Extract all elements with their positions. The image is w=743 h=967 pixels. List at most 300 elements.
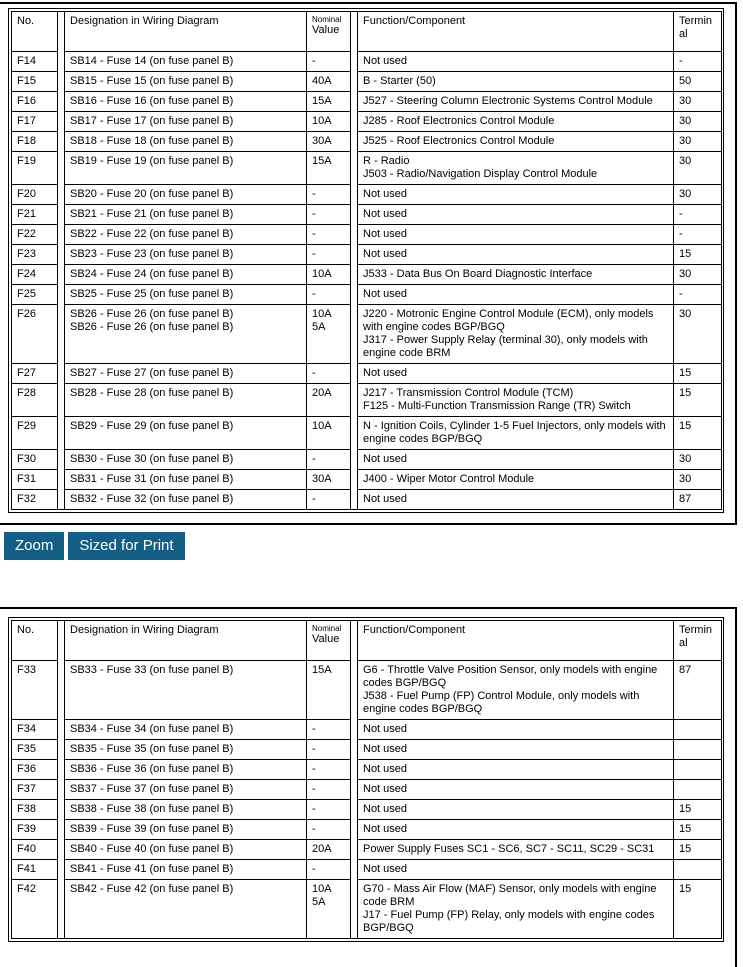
cell-designation [65, 132, 307, 152]
cell-text-line: SB26 - Fuse 26 (on fuse panel B) [70, 321, 234, 333]
cell-text-line: 10A [312, 883, 332, 895]
cell-nominal-value [307, 132, 351, 152]
cell-terminal: 87 [674, 661, 722, 720]
col-header-function: Function/Component [358, 621, 674, 661]
cell-text-line: - [312, 228, 316, 240]
column-divider [351, 880, 358, 939]
column-divider [351, 245, 358, 265]
cell-fuse-no: F34 [12, 720, 58, 740]
column-divider [351, 305, 358, 364]
column-divider [58, 12, 65, 52]
cell-terminal: 15 [674, 417, 722, 450]
cell-text-line: J527 - Steering Column Electronic Systems Control Module [363, 95, 653, 107]
cell-text-line: J533 - Data Bus On Board Diagnostic Interface [363, 268, 593, 280]
column-divider [58, 265, 65, 285]
cell-nominal-value [307, 112, 351, 132]
cell-nominal-value [307, 205, 351, 225]
cell-terminal: 30 [674, 470, 722, 490]
cell-text-line: J220 - Motronic Engine Control Module (ECM), only models with engine codes BGP/BGQ [363, 308, 654, 333]
column-divider [58, 740, 65, 760]
cell-designation [65, 364, 307, 384]
table-row [12, 417, 722, 450]
cell-terminal: 50 [674, 72, 722, 92]
cell-designation [65, 880, 307, 939]
cell-terminal: 15 [674, 880, 722, 939]
cell-function [358, 384, 674, 417]
column-divider [58, 205, 65, 225]
column-divider [351, 490, 358, 510]
column-divider [58, 661, 65, 720]
cell-text-line: - [312, 188, 316, 200]
header-row [12, 621, 722, 661]
cell-nominal-value [307, 780, 351, 800]
cell-text-line: - [312, 288, 316, 300]
cell-text-line: SB19 - Fuse 19 (on fuse panel B) [70, 155, 234, 167]
cell-text-line: SB25 - Fuse 25 (on fuse panel B) [70, 288, 234, 300]
cell-text-line: Power Supply Fuses SC1 - SC6, SC7 - SC11, SC29 - SC31 [363, 843, 655, 855]
cell-text-line: SB21 - Fuse 21 (on fuse panel B) [70, 208, 234, 220]
cell-text-line: - [312, 723, 316, 735]
fuse-table-frame-1 [8, 8, 724, 513]
column-divider [58, 490, 65, 510]
cell-text-line: 5A [312, 321, 326, 333]
column-divider [58, 450, 65, 470]
cell-text-line: 5A [312, 896, 326, 908]
col-header-no: No. [12, 621, 58, 661]
cell-nominal-value [307, 760, 351, 780]
cell-designation [65, 780, 307, 800]
cell-function [358, 225, 674, 245]
column-divider [351, 840, 358, 860]
cell-function [358, 800, 674, 820]
cell-text-line: SB31 - Fuse 31 (on fuse panel B) [70, 473, 234, 485]
cell-text-line: 40A [312, 75, 332, 87]
cell-text-line: J317 - Power Supply Relay (terminal 30), only models with engine code BRM [363, 334, 648, 359]
table-row [12, 72, 722, 92]
cell-fuse-no: F21 [12, 205, 58, 225]
cell-text-line: Not used [363, 723, 408, 735]
cell-designation [65, 490, 307, 510]
cell-fuse-no: F18 [12, 132, 58, 152]
cell-fuse-no: F25 [12, 285, 58, 305]
column-divider [58, 132, 65, 152]
cell-function [358, 840, 674, 860]
cell-terminal: - [674, 285, 722, 305]
column-divider [351, 661, 358, 720]
column-divider [58, 285, 65, 305]
cell-terminal: 15 [674, 800, 722, 820]
cell-terminal: 15 [674, 840, 722, 860]
cell-text-line: 10A [312, 308, 332, 320]
table-row [12, 880, 722, 939]
cell-text-line: 20A [312, 843, 332, 855]
cell-text-line: 20A [312, 387, 332, 399]
cell-fuse-no: F24 [12, 265, 58, 285]
cell-text-line: - [312, 208, 316, 220]
cell-text-line: SB35 - Fuse 35 (on fuse panel B) [70, 743, 234, 755]
value-label: Value [312, 633, 340, 645]
cell-function [358, 112, 674, 132]
cell-text-line: J285 - Roof Electronics Control Module [363, 115, 555, 127]
column-divider [58, 92, 65, 112]
cell-text-line: - [312, 823, 316, 835]
cell-fuse-no: F30 [12, 450, 58, 470]
cell-designation [65, 265, 307, 285]
table-row [12, 450, 722, 470]
cell-text-line: SB26 - Fuse 26 (on fuse panel B) [70, 308, 234, 320]
cell-designation [65, 800, 307, 820]
cell-text-line: 10A [312, 268, 332, 280]
header-row [12, 12, 722, 52]
table-row [12, 470, 722, 490]
table-row [12, 265, 722, 285]
column-divider [58, 152, 65, 185]
cell-terminal: 30 [674, 132, 722, 152]
cell-text-line: N - Ignition Coils, Cylinder 1-5 Fuel Injectors, only models with engine codes BGP/BGQ [363, 420, 666, 445]
cell-text-line: SB14 - Fuse 14 (on fuse panel B) [70, 55, 234, 67]
cell-designation [65, 661, 307, 720]
cell-designation [65, 52, 307, 72]
cell-nominal-value [307, 72, 351, 92]
table-row [12, 780, 722, 800]
cell-fuse-no: F39 [12, 820, 58, 840]
cell-nominal-value [307, 840, 351, 860]
column-divider [58, 72, 65, 92]
manual-viewer-page [0, 2, 743, 939]
column-divider [58, 305, 65, 364]
cell-nominal-value [307, 417, 351, 450]
col-header-designation: Designation in Wiring Diagram [65, 621, 307, 661]
cell-text-line: SB36 - Fuse 36 (on fuse panel B) [70, 763, 234, 775]
cell-text-line: Not used [363, 763, 408, 775]
column-divider [58, 384, 65, 417]
cell-text-line: SB27 - Fuse 27 (on fuse panel B) [70, 367, 234, 379]
cell-text-line: SB38 - Fuse 38 (on fuse panel B) [70, 803, 234, 815]
cell-text-line: J525 - Roof Electronics Control Module [363, 135, 555, 147]
table-row [12, 112, 722, 132]
cell-function [358, 880, 674, 939]
column-divider [351, 470, 358, 490]
table-row [12, 820, 722, 840]
cell-designation [65, 384, 307, 417]
cell-terminal [674, 760, 722, 780]
column-divider [351, 780, 358, 800]
cell-function [358, 820, 674, 840]
cell-designation [65, 305, 307, 364]
cell-function [358, 490, 674, 510]
cell-nominal-value [307, 800, 351, 820]
cell-text-line: 30A [312, 135, 332, 147]
cell-text-line: 15A [312, 155, 332, 167]
table-row [12, 52, 722, 72]
cell-terminal: 30 [674, 450, 722, 470]
column-divider [58, 860, 65, 880]
cell-designation [65, 840, 307, 860]
cell-text-line: B - Starter (50) [363, 75, 436, 87]
column-divider [58, 364, 65, 384]
cell-text-line: J217 - Transmission Control Module (TCM) [363, 387, 574, 399]
cell-text-line: SB16 - Fuse 16 (on fuse panel B) [70, 95, 234, 107]
cell-text-line: SB33 - Fuse 33 (on fuse panel B) [70, 664, 234, 676]
table-row [12, 490, 722, 510]
cell-nominal-value [307, 490, 351, 510]
column-divider [351, 860, 358, 880]
column-divider [351, 384, 358, 417]
cell-terminal: - [674, 225, 722, 245]
column-divider [351, 205, 358, 225]
cell-terminal: 15 [674, 364, 722, 384]
column-divider [351, 450, 358, 470]
cell-text-line: SB22 - Fuse 22 (on fuse panel B) [70, 228, 234, 240]
table-row [12, 740, 722, 760]
cell-function [358, 760, 674, 780]
cell-text-line: R - Radio [363, 155, 410, 167]
cell-designation [65, 470, 307, 490]
column-divider [58, 621, 65, 661]
column-divider [351, 364, 358, 384]
cell-designation [65, 112, 307, 132]
cell-function [358, 450, 674, 470]
column-divider [351, 760, 358, 780]
table-row [12, 720, 722, 740]
cell-text-line: SB29 - Fuse 29 (on fuse panel B) [70, 420, 234, 432]
column-divider [351, 720, 358, 740]
cell-designation [65, 740, 307, 760]
cell-terminal: 15 [674, 384, 722, 417]
cell-nominal-value [307, 52, 351, 72]
cell-text-line: J400 - Wiper Motor Control Module [363, 473, 535, 485]
cell-fuse-no: F33 [12, 661, 58, 720]
cell-terminal: 15 [674, 820, 722, 840]
column-divider [351, 820, 358, 840]
cell-text-line: G70 - Mass Air Flow (MAF) Sensor, only models with engine code BRM [363, 883, 657, 908]
cell-function [358, 285, 674, 305]
cell-nominal-value [307, 364, 351, 384]
cell-text-line: SB34 - Fuse 34 (on fuse panel B) [70, 723, 234, 735]
table-row [12, 285, 722, 305]
cell-terminal: 15 [674, 245, 722, 265]
fuse-table-f33-f42 [11, 620, 722, 939]
cell-nominal-value [307, 185, 351, 205]
table-row [12, 152, 722, 185]
cell-terminal: - [674, 52, 722, 72]
cell-terminal: 30 [674, 305, 722, 364]
cell-text-line: Not used [363, 453, 408, 465]
column-divider [58, 112, 65, 132]
cell-text-line: Not used [363, 863, 408, 875]
cell-function [358, 720, 674, 740]
cell-text-line: Not used [363, 743, 408, 755]
cell-designation [65, 285, 307, 305]
cell-terminal: 30 [674, 92, 722, 112]
column-divider [58, 720, 65, 740]
table-row [12, 185, 722, 205]
cell-nominal-value [307, 152, 351, 185]
cell-text-line: - [312, 367, 316, 379]
cell-fuse-no: F27 [12, 364, 58, 384]
fuse-table-frame-2 [8, 617, 724, 942]
cell-function [358, 92, 674, 112]
cell-function [358, 780, 674, 800]
cell-function [358, 417, 674, 450]
cell-designation [65, 820, 307, 840]
column-divider [58, 760, 65, 780]
cell-text-line: SB30 - Fuse 30 (on fuse panel B) [70, 453, 234, 465]
cell-nominal-value [307, 245, 351, 265]
column-divider [351, 621, 358, 661]
cell-fuse-no: F23 [12, 245, 58, 265]
cell-function [358, 470, 674, 490]
cell-function [358, 132, 674, 152]
table-row [12, 245, 722, 265]
cell-nominal-value [307, 880, 351, 939]
cell-text-line: Not used [363, 367, 408, 379]
cell-nominal-value [307, 285, 351, 305]
cell-text-line: G6 - Throttle Valve Position Sensor, only models with engine codes BGP/BGQ [363, 664, 658, 689]
cell-text-line: 10A [312, 420, 332, 432]
cell-fuse-no: F37 [12, 780, 58, 800]
cell-terminal: 30 [674, 185, 722, 205]
cell-function [358, 661, 674, 720]
column-divider [351, 92, 358, 112]
cell-nominal-value [307, 740, 351, 760]
sized-for-print-button[interactable]: Sized for Print [68, 532, 184, 560]
table-row [12, 305, 722, 364]
cell-nominal-value [307, 720, 351, 740]
cell-text-line: Not used [363, 288, 408, 300]
cell-text-line: Not used [363, 493, 408, 505]
column-divider [351, 740, 358, 760]
nominal-label: Nominal [312, 15, 342, 24]
cell-terminal: 30 [674, 265, 722, 285]
cell-designation [65, 185, 307, 205]
cell-function [358, 152, 674, 185]
cell-text-line: SB32 - Fuse 32 (on fuse panel B) [70, 493, 234, 505]
cell-terminal: 87 [674, 490, 722, 510]
column-divider [351, 132, 358, 152]
cell-nominal-value [307, 450, 351, 470]
nominal-label: Nominal [312, 624, 342, 633]
manual-page-section-2 [0, 607, 737, 967]
cell-function [358, 265, 674, 285]
cell-function [358, 185, 674, 205]
cell-nominal-value [307, 305, 351, 364]
cell-designation [65, 245, 307, 265]
cell-fuse-no: F17 [12, 112, 58, 132]
cell-fuse-no: F20 [12, 185, 58, 205]
cell-nominal-value [307, 470, 351, 490]
column-divider [58, 52, 65, 72]
cell-fuse-no: F32 [12, 490, 58, 510]
cell-fuse-no: F26 [12, 305, 58, 364]
cell-nominal-value [307, 661, 351, 720]
cell-text-line: - [312, 803, 316, 815]
column-divider [351, 72, 358, 92]
cell-text-line: SB17 - Fuse 17 (on fuse panel B) [70, 115, 234, 127]
cell-text-line: SB18 - Fuse 18 (on fuse panel B) [70, 135, 234, 147]
cell-text-line: Not used [363, 228, 408, 240]
cell-text-line: SB41 - Fuse 41 (on fuse panel B) [70, 863, 234, 875]
cell-text-line: 15A [312, 664, 332, 676]
column-divider [351, 185, 358, 205]
cell-nominal-value [307, 860, 351, 880]
cell-nominal-value [307, 225, 351, 245]
col-header-terminal: Terminal [674, 12, 722, 52]
cell-fuse-no: F35 [12, 740, 58, 760]
cell-text-line: - [312, 763, 316, 775]
col-header-nominal-value [307, 621, 351, 661]
cell-nominal-value [307, 265, 351, 285]
cell-terminal: 30 [674, 152, 722, 185]
cell-text-line: SB42 - Fuse 42 (on fuse panel B) [70, 883, 234, 895]
cell-function [358, 52, 674, 72]
table-row [12, 364, 722, 384]
cell-fuse-no: F40 [12, 840, 58, 860]
cell-text-line: Not used [363, 823, 408, 835]
column-divider [58, 880, 65, 939]
table-row [12, 205, 722, 225]
cell-text-line: J17 - Fuel Pump (FP) Relay, only models with engine codes BGP/BGQ [363, 909, 655, 934]
cell-text-line: SB28 - Fuse 28 (on fuse panel B) [70, 387, 234, 399]
cell-fuse-no: F42 [12, 880, 58, 939]
cell-text-line: SB24 - Fuse 24 (on fuse panel B) [70, 268, 234, 280]
cell-text-line: - [312, 248, 316, 260]
column-divider [351, 12, 358, 52]
cell-text-line: Not used [363, 248, 408, 260]
cell-text-line: - [312, 743, 316, 755]
column-divider [58, 820, 65, 840]
table-row [12, 860, 722, 880]
cell-text-line: 15A [312, 95, 332, 107]
cell-designation [65, 450, 307, 470]
col-header-nominal-value [307, 12, 351, 52]
column-divider [351, 225, 358, 245]
column-divider [58, 840, 65, 860]
zoom-button[interactable]: Zoom [4, 532, 64, 560]
cell-function [358, 740, 674, 760]
manual-page-section-1 [0, 2, 737, 525]
table-row [12, 92, 722, 112]
cell-text-line: SB37 - Fuse 37 (on fuse panel B) [70, 783, 234, 795]
cell-designation [65, 92, 307, 112]
cell-nominal-value [307, 384, 351, 417]
cell-function [358, 72, 674, 92]
col-header-terminal: Terminal [674, 621, 722, 661]
column-divider [351, 112, 358, 132]
cell-text-line: SB15 - Fuse 15 (on fuse panel B) [70, 75, 234, 87]
cell-fuse-no: F38 [12, 800, 58, 820]
cell-text-line: - [312, 493, 316, 505]
column-divider [58, 245, 65, 265]
cell-text-line: SB20 - Fuse 20 (on fuse panel B) [70, 188, 234, 200]
cell-designation [65, 72, 307, 92]
cell-text-line: Not used [363, 803, 408, 815]
cell-fuse-no: F16 [12, 92, 58, 112]
table-row [12, 132, 722, 152]
cell-function [358, 245, 674, 265]
cell-fuse-no: F14 [12, 52, 58, 72]
cell-designation [65, 417, 307, 450]
column-divider [58, 800, 65, 820]
cell-text-line: - [312, 55, 316, 67]
cell-text-line: J538 - Fuel Pump (FP) Control Module, only models with engine codes BGP/BGQ [363, 690, 640, 715]
cell-text-line: SB23 - Fuse 23 (on fuse panel B) [70, 248, 234, 260]
cell-designation [65, 720, 307, 740]
column-divider [351, 52, 358, 72]
cell-text-line: - [312, 783, 316, 795]
column-divider [58, 185, 65, 205]
cell-designation [65, 860, 307, 880]
